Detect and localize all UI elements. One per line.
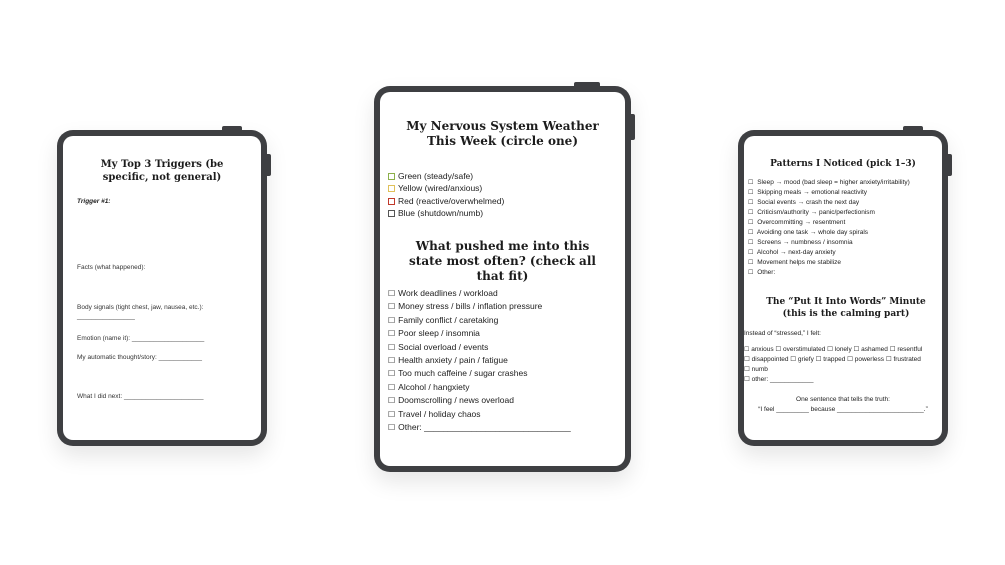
weather-option-label: Blue (shutdown/numb) bbox=[398, 208, 484, 219]
checkbox-icon: ☐ bbox=[388, 356, 396, 366]
what-next-label: What I did next: ______________________ bbox=[77, 393, 204, 400]
feelings-line-2[interactable]: ☐ disappointed ☐ griefy ☐ trapped ☐ powerless ☐ frustrated bbox=[744, 356, 921, 363]
weather-title: My Nervous System Weather This Week (circle one) bbox=[406, 119, 599, 148]
words-title: The “Put It Into Words” Minute (this is the calming part) bbox=[766, 297, 926, 319]
checkbox-icon: ☐ bbox=[748, 209, 754, 216]
trigger-1-label: Trigger #1: bbox=[77, 198, 111, 205]
feelings-line-3[interactable]: ☐ numb bbox=[744, 366, 768, 373]
pattern-item[interactable] bbox=[748, 178, 942, 188]
pattern-item[interactable] bbox=[748, 238, 942, 248]
checkbox-icon bbox=[388, 210, 395, 217]
pattern-item[interactable] bbox=[748, 248, 942, 258]
push-item-label: Work deadlines / workload bbox=[398, 288, 498, 298]
checkbox-icon: ☐ bbox=[744, 346, 750, 353]
weather-option-blue[interactable] bbox=[388, 207, 504, 219]
checkbox-icon: ☐ bbox=[388, 423, 396, 433]
pattern-item-label: Overcommitting → resentment bbox=[757, 219, 846, 226]
checkbox-icon: ☐ bbox=[388, 302, 396, 312]
pattern-item-label: Alcohol → next-day anxiety bbox=[756, 249, 836, 256]
push-item-label: Too much caffeine / sugar crashes bbox=[398, 368, 528, 379]
tablet-right-side-button bbox=[948, 154, 952, 176]
feelings-line-1[interactable] bbox=[744, 345, 942, 355]
push-item[interactable] bbox=[388, 421, 571, 434]
tablet-middle-screen bbox=[380, 92, 625, 466]
weather-option-red[interactable] bbox=[388, 195, 504, 207]
push-item-label: Family conflict / caretaking bbox=[398, 314, 499, 325]
pattern-item[interactable] bbox=[748, 188, 942, 198]
checkbox-icon bbox=[388, 173, 395, 180]
pattern-item[interactable] bbox=[748, 268, 942, 278]
tablet-left bbox=[57, 130, 267, 446]
checkbox-icon bbox=[388, 185, 395, 192]
checkbox-icon: ☐ bbox=[748, 219, 754, 226]
patterns-title: Patterns I Noticed (pick 1–3) bbox=[770, 159, 916, 169]
push-item-label: Social overload / events bbox=[398, 341, 489, 352]
checkbox-icon: ☐ bbox=[748, 269, 754, 276]
checkbox-icon: ☐ bbox=[748, 239, 754, 246]
weather-option-label: Red (reactive/overwhelmed) bbox=[398, 195, 505, 206]
push-title: What pushed me into this state most often? (check all that fit) bbox=[409, 239, 596, 283]
pattern-item[interactable] bbox=[748, 208, 942, 218]
checkbox-icon: ☐ bbox=[748, 189, 754, 196]
checkbox-icon: ☐ bbox=[388, 369, 396, 379]
body-signals-blank: ________________ bbox=[77, 313, 135, 320]
sentence-fill[interactable]: “I feel _________ because ________________________.” bbox=[758, 406, 928, 413]
push-item-label: Alcohol / hangxiety bbox=[398, 381, 470, 392]
checkbox-icon: ☐ bbox=[748, 229, 754, 236]
weather-option-label: Green (steady/safe) bbox=[398, 171, 474, 181]
tablet-middle-top-button bbox=[574, 82, 600, 86]
push-item[interactable] bbox=[388, 300, 571, 313]
push-item-label: Poor sleep / insomnia bbox=[398, 328, 480, 339]
push-item-label: Other: _______________________________ bbox=[398, 422, 571, 433]
checkbox-icon: ☐ bbox=[748, 199, 754, 206]
checkbox-icon: ☐ bbox=[388, 289, 396, 298]
emotion-label: Emotion (name it): ____________________ bbox=[77, 335, 205, 342]
facts-label: Facts (what happened): bbox=[77, 264, 146, 271]
push-item[interactable] bbox=[388, 381, 571, 394]
weather-options bbox=[388, 170, 504, 220]
tablet-left-side-button bbox=[267, 154, 271, 176]
tablet-left-top-button bbox=[222, 126, 242, 130]
triggers-title: My Top 3 Triggers (be specific, not general) bbox=[100, 159, 224, 183]
tablet-middle bbox=[374, 86, 631, 472]
pattern-item[interactable] bbox=[748, 218, 942, 228]
checkbox-icon: ☐ bbox=[388, 382, 396, 392]
pattern-item-label: Other: bbox=[757, 269, 776, 276]
push-items bbox=[388, 287, 571, 434]
weather-option-green[interactable] bbox=[388, 170, 504, 182]
sentence-prompt: One sentence that tells the truth: bbox=[796, 396, 890, 403]
pattern-item-label: Skipping meals → emotional reactivity bbox=[757, 189, 868, 196]
pattern-item-label: Avoiding one task → whole day spirals bbox=[756, 229, 869, 236]
checkbox-icon: ☐ bbox=[388, 329, 396, 339]
tablet-right-screen bbox=[744, 136, 942, 440]
instead-label: Instead of “stressed,” I felt: bbox=[744, 330, 821, 337]
tablet-middle-side-button bbox=[631, 114, 635, 140]
checkbox-icon: ☐ bbox=[388, 396, 396, 406]
feelings-text: anxious ☐ overstimulated ☐ lonely ☐ ashamed ☐ resentful bbox=[751, 346, 923, 353]
push-item-label: Doomscrolling / news overload bbox=[398, 395, 514, 406]
checkbox-icon: ☐ bbox=[388, 409, 396, 419]
push-item[interactable] bbox=[388, 327, 571, 340]
checkbox-icon: ☐ bbox=[748, 259, 754, 266]
tablet-right bbox=[738, 130, 948, 446]
pattern-item[interactable] bbox=[748, 198, 942, 208]
push-item[interactable] bbox=[388, 354, 571, 367]
pattern-item[interactable] bbox=[748, 258, 942, 268]
push-item-label: Money stress / bills / inflation pressure bbox=[398, 301, 543, 312]
push-item[interactable] bbox=[388, 287, 571, 300]
pattern-item-label: Sleep → mood (bad sleep = higher anxiety/irritability) bbox=[757, 179, 910, 186]
checkbox-icon: ☐ bbox=[388, 315, 396, 325]
checkbox-icon: ☐ bbox=[388, 342, 396, 352]
tablet-right-top-button bbox=[903, 126, 923, 130]
pattern-items bbox=[748, 178, 942, 278]
push-item[interactable] bbox=[388, 394, 571, 407]
feelings-other[interactable]: ☐ other: ____________ bbox=[744, 376, 814, 383]
checkbox-icon: ☐ bbox=[748, 249, 754, 256]
push-item[interactable] bbox=[388, 367, 571, 380]
pattern-item-label: Criticism/authority → panic/perfectionism bbox=[757, 209, 875, 216]
tablet-left-screen bbox=[63, 136, 261, 440]
weather-option-yellow[interactable] bbox=[388, 182, 504, 194]
checkbox-icon bbox=[388, 198, 395, 205]
push-item[interactable] bbox=[388, 408, 571, 421]
pattern-item-label: Screens → numbness / insomnia bbox=[757, 239, 853, 246]
push-item[interactable] bbox=[388, 341, 571, 354]
pattern-item[interactable] bbox=[748, 228, 942, 238]
body-signals-label: Body signals (tight chest, jaw, nausea, etc.): bbox=[77, 304, 204, 311]
push-item-label: Health anxiety / pain / fatigue bbox=[398, 355, 508, 366]
weather-option-label: Yellow (wired/anxious) bbox=[398, 183, 483, 194]
pattern-item-label: Movement helps me stabilize bbox=[757, 259, 842, 266]
thought-label: My automatic thought/story: ____________ bbox=[77, 354, 203, 361]
pattern-item-label: Social events → crash the next day bbox=[757, 199, 860, 206]
push-item[interactable] bbox=[388, 314, 571, 327]
push-item-label: Travel / holiday chaos bbox=[398, 408, 481, 419]
checkbox-icon: ☐ bbox=[748, 179, 754, 186]
